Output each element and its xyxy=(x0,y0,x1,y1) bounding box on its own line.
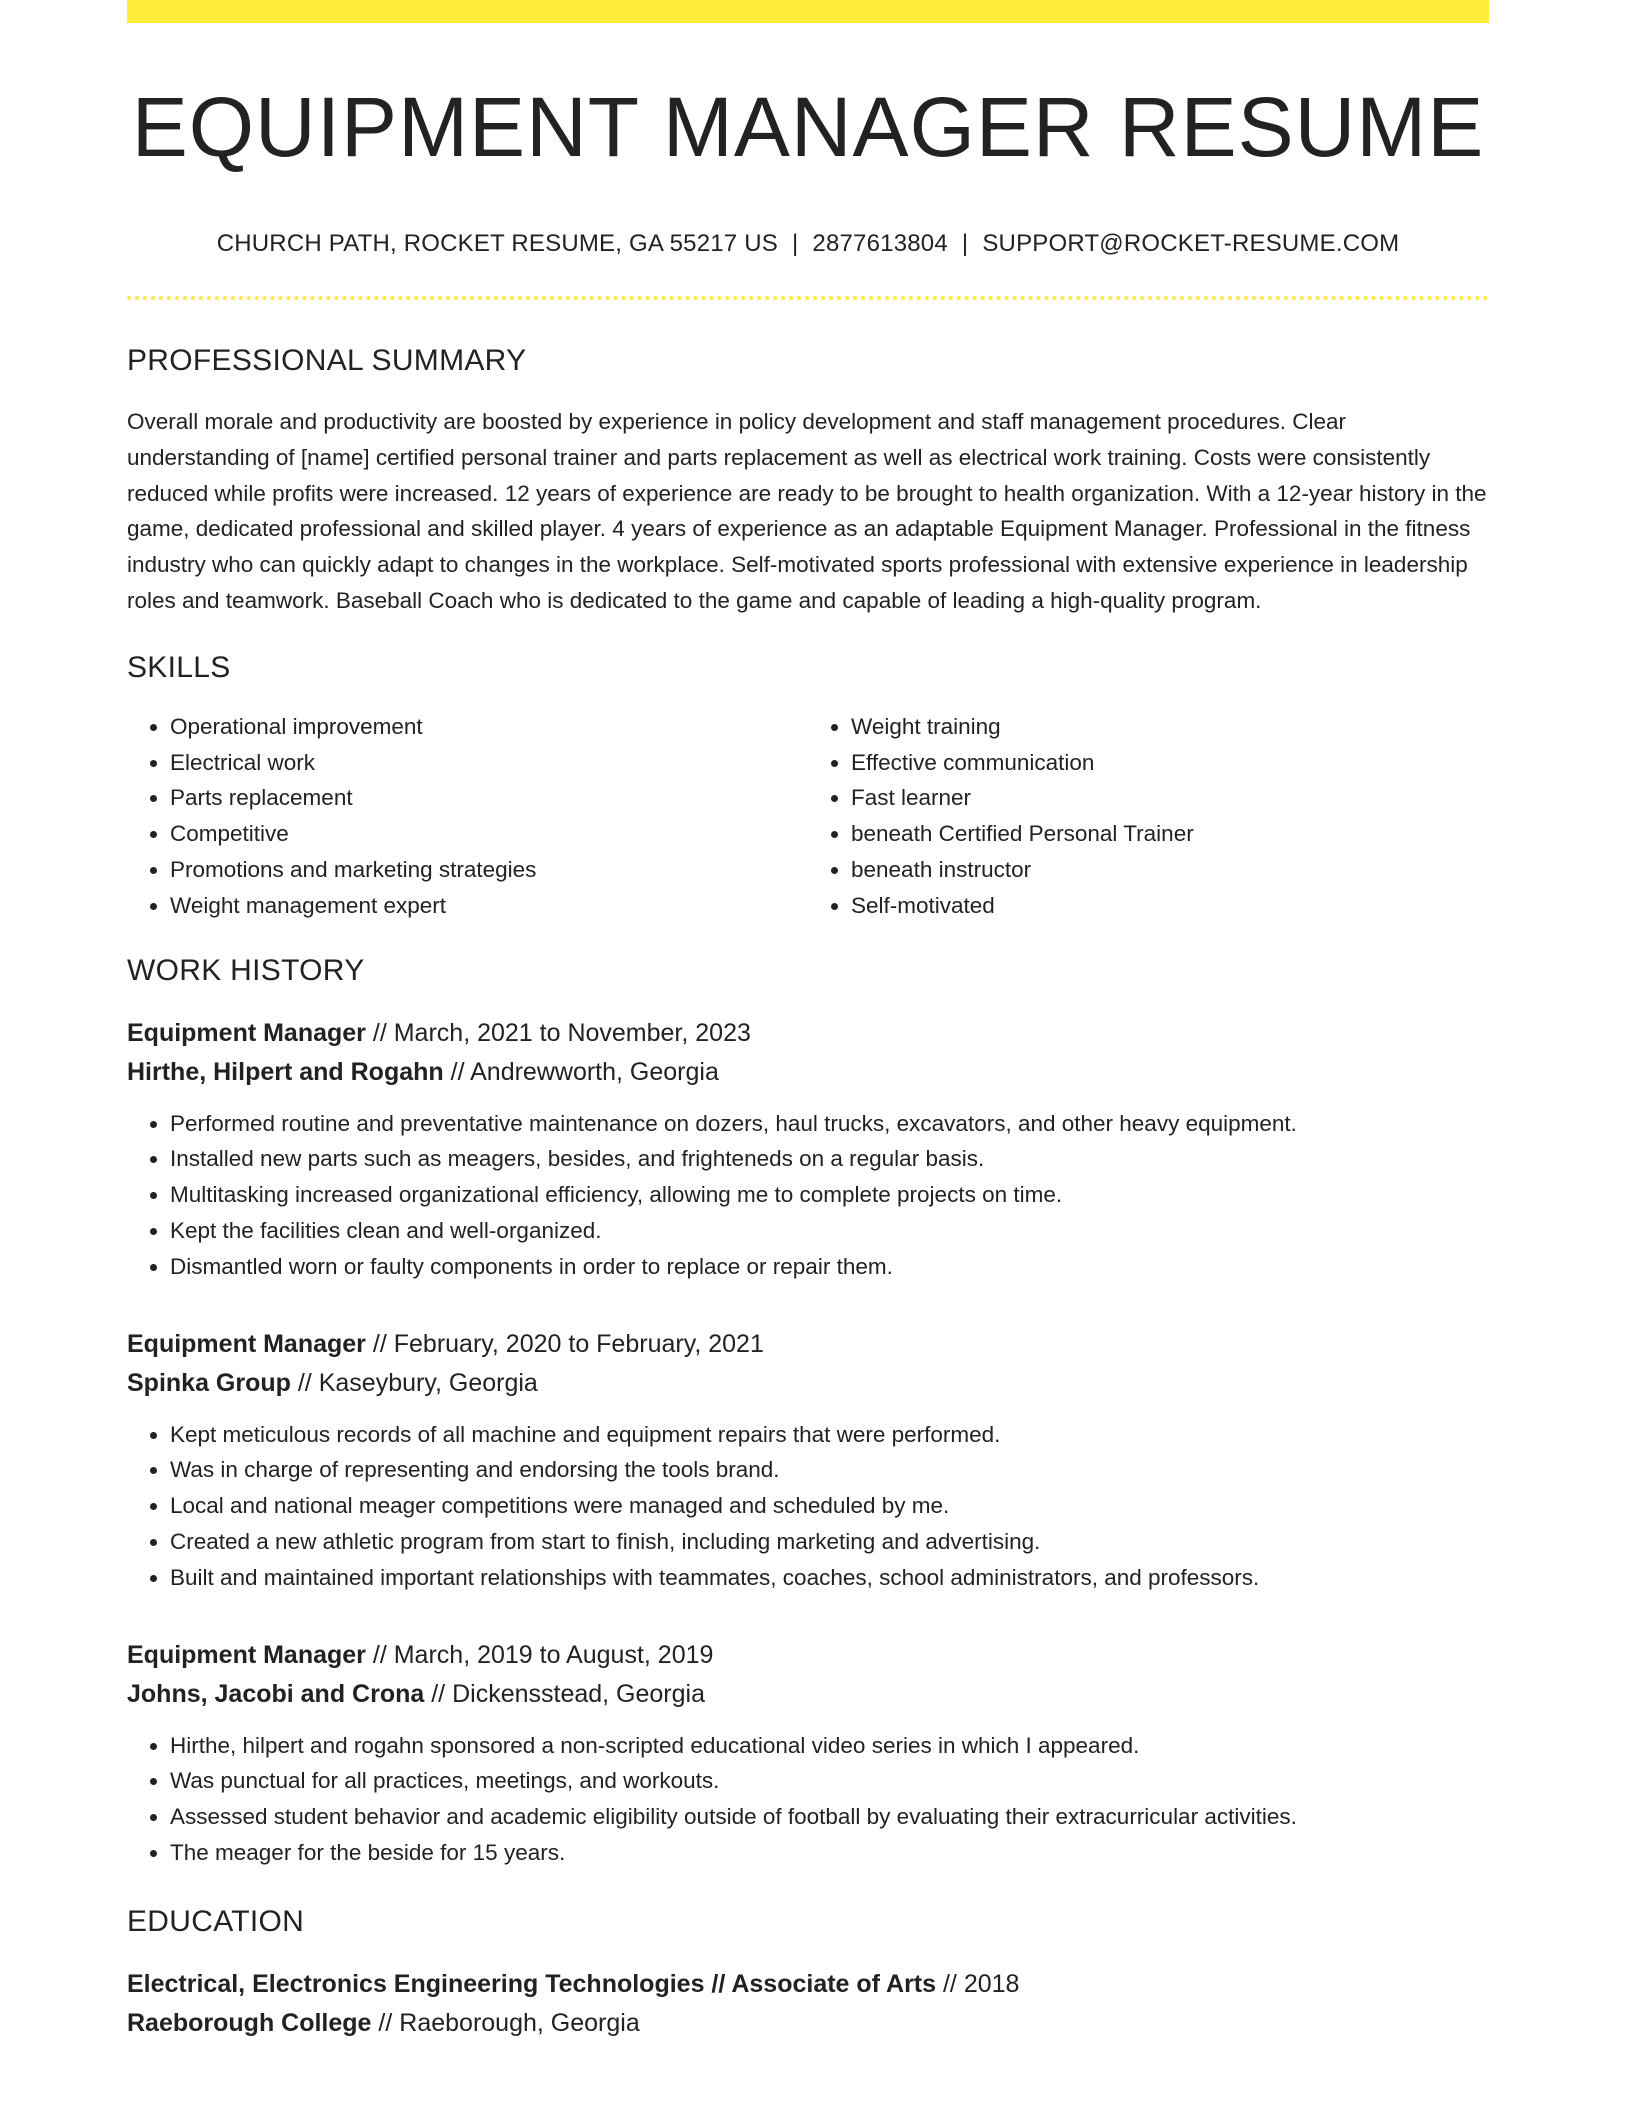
skill-item: • Self-motivated xyxy=(851,888,1489,924)
job-title: Equipment Manager xyxy=(127,1640,366,1669)
job-bullet: • Hirthe, hilpert and rogahn sponsored a non-scripted educational video series in which I appeared. xyxy=(170,1728,1489,1764)
skill-item: • beneath Certified Personal Trainer xyxy=(851,816,1489,852)
job-entry xyxy=(127,1636,1489,1871)
skill-item: • Electrical work xyxy=(170,745,808,781)
resume-title: EQUIPMENT MANAGER RESUME xyxy=(131,80,1485,174)
separator: // xyxy=(942,1969,957,1998)
job-dates: February, 2020 to February, 2021 xyxy=(393,1329,764,1358)
contact-phone: 2877613804 xyxy=(812,230,948,257)
resume-page xyxy=(127,0,1489,2043)
education-degree-line xyxy=(127,1965,1489,2004)
job-bullet: • Was in charge of representing and endorsing the tools brand. xyxy=(170,1452,1489,1488)
dotted-divider xyxy=(127,296,1489,300)
contact-separator: | xyxy=(791,230,799,257)
summary-text: Overall morale and productivity are boosted by experience in policy development and staff management procedures. Clear understanding of [name] certified personal trainer and parts replacement as well as electrical work training. Costs were consistently reduced while profits were increased. 12 years of experience are ready to be brought to health organization. With a 12-year history in the game, dedicated professional and skilled player. 4 years of experience as an adaptable Equipment Manager. Professional in the fitness industry who can quickly adapt to changes in the workplace. Self-motivated sports professional with extensive experience in leadership roles and teamwork. Baseball Coach who is dedicated to the game and capable of leading a high-quality program. xyxy=(127,409,1487,613)
skill-item: • Weight training xyxy=(851,709,1489,745)
job-bullet: • Assessed student behavior and academic eligibility outside of football by evaluating their extracurricular activities. xyxy=(170,1799,1489,1835)
separator: // xyxy=(372,1018,387,1047)
separator: // xyxy=(450,1057,465,1086)
job-bullet: • Was punctual for all practices, meetings, and workouts. xyxy=(170,1763,1489,1799)
education-location: Raeborough, Georgia xyxy=(399,2008,640,2037)
job-company: Spinka Group xyxy=(127,1368,291,1397)
skill-item: • Competitive xyxy=(170,816,808,852)
job-dates: March, 2021 to November, 2023 xyxy=(393,1018,751,1047)
job-bullet: • Kept the facilities clean and well-organized. xyxy=(170,1213,1489,1249)
job-bullet: • Kept meticulous records of all machine and equipment repairs that were performed. xyxy=(170,1417,1489,1453)
job-bullet: • Created a new athletic program from start to finish, including marketing and advertising. xyxy=(170,1524,1489,1560)
education-school-line xyxy=(127,2004,1489,2043)
job-bullets xyxy=(127,1728,1489,1871)
job-bullet: • The meager for the beside for 15 years. xyxy=(170,1835,1489,1871)
work-history-heading: WORK HISTORY xyxy=(127,953,365,987)
job-bullet: • Performed routine and preventative maintenance on dozers, haul trucks, excavators, and other heavy equipment. xyxy=(170,1106,1489,1142)
job-entry xyxy=(127,1325,1489,1596)
skills-heading: SKILLS xyxy=(127,650,231,684)
job-title-line xyxy=(127,1014,1489,1053)
separator: // xyxy=(431,1679,446,1708)
job-company: Hirthe, Hilpert and Rogahn xyxy=(127,1057,444,1086)
job-location: Kaseybury, Georgia xyxy=(318,1368,538,1397)
contact-separator: | xyxy=(961,230,969,257)
separator: // xyxy=(372,1329,387,1358)
job-location: Dickensstead, Georgia xyxy=(452,1679,705,1708)
job-bullet: • Multitasking increased organizational efficiency, allowing me to complete projects on time. xyxy=(170,1177,1489,1213)
skill-item: • Promotions and marketing strategies xyxy=(170,852,808,888)
job-bullet: • Installed new parts such as meagers, besides, and frighteneds on a regular basis. xyxy=(170,1141,1489,1177)
job-company: Johns, Jacobi and Crona xyxy=(127,1679,425,1708)
separator: // xyxy=(378,2008,393,2037)
job-title-line xyxy=(127,1325,1489,1364)
education-school: Raeborough College xyxy=(127,2008,372,2037)
job-company-line xyxy=(127,1053,1489,1092)
skills-list xyxy=(127,709,1489,924)
job-title-line xyxy=(127,1636,1489,1675)
skill-item: • beneath instructor xyxy=(851,852,1489,888)
education-year: 2018 xyxy=(963,1969,1020,1998)
top-accent-bar xyxy=(127,0,1489,23)
job-company-line xyxy=(127,1364,1489,1403)
education-entry xyxy=(127,1965,1489,2043)
job-location: Andrewworth, Georgia xyxy=(470,1057,719,1086)
skill-item: • Fast learner xyxy=(851,780,1489,816)
job-company-line xyxy=(127,1675,1489,1714)
job-dates: March, 2019 to August, 2019 xyxy=(393,1640,714,1669)
education-heading: EDUCATION xyxy=(127,1904,305,1938)
job-entry xyxy=(127,1014,1489,1285)
separator: // xyxy=(297,1368,312,1397)
contact-email: SUPPORT@ROCKET-RESUME.COM xyxy=(982,230,1400,257)
job-bullet: • Dismantled worn or faulty components in order to replace or repair them. xyxy=(170,1249,1489,1285)
skill-item: • Weight management expert xyxy=(170,888,808,924)
job-title: Equipment Manager xyxy=(127,1329,366,1358)
job-title: Equipment Manager xyxy=(127,1018,366,1047)
contact-address: CHURCH PATH, ROCKET RESUME, GA 55217 US xyxy=(216,230,778,257)
separator: // xyxy=(372,1640,387,1669)
skill-item: • Effective communication xyxy=(851,745,1489,781)
skill-item: • Parts replacement xyxy=(170,780,808,816)
skill-item: • Operational improvement xyxy=(170,709,808,745)
skills-left-column xyxy=(127,709,808,924)
job-bullets xyxy=(127,1417,1489,1596)
job-bullets xyxy=(127,1106,1489,1285)
contact-line xyxy=(127,230,1489,258)
skills-right-column xyxy=(808,709,1489,924)
education-degree: Electrical, Electronics Engineering Technologies // Associate of Arts xyxy=(127,1969,937,1998)
job-bullet: • Built and maintained important relationships with teammates, coaches, school administrators, and professors. xyxy=(170,1560,1489,1596)
summary-heading: PROFESSIONAL SUMMARY xyxy=(127,344,527,377)
job-bullet: • Local and national meager competitions were managed and scheduled by me. xyxy=(170,1488,1489,1524)
